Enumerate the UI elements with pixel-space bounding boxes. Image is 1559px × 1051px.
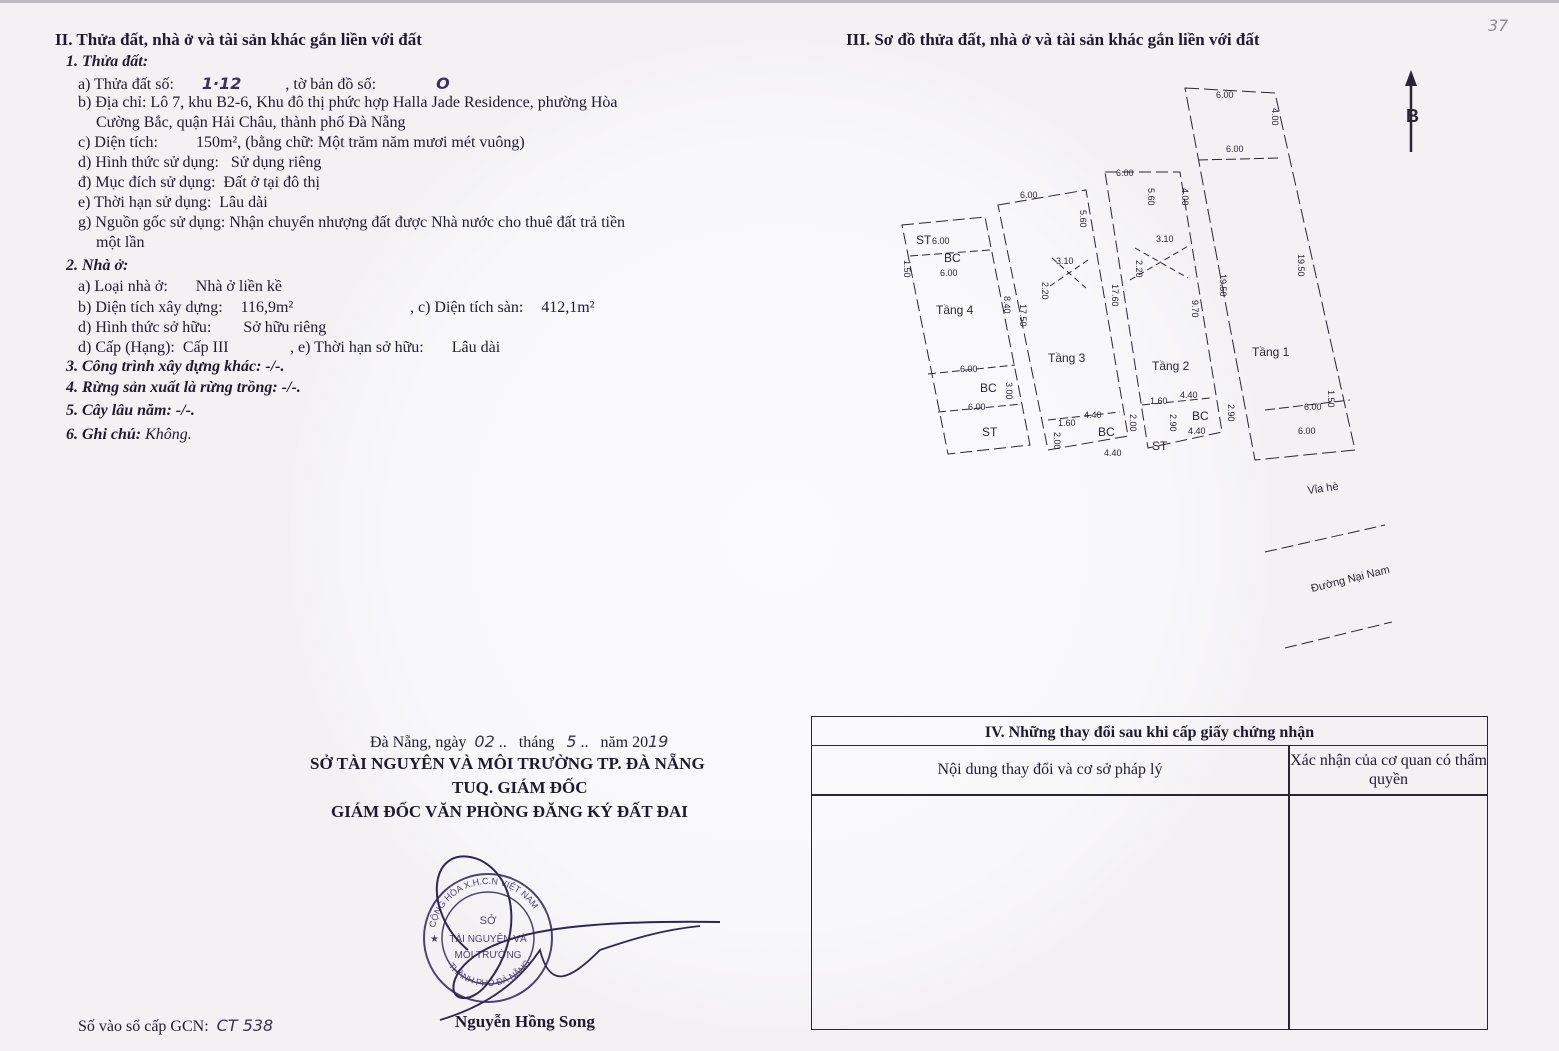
seal-center-line-3: MÔI TRƯỜNG (454, 950, 522, 961)
dim-floor4-inner-depth: 8.40 (1002, 296, 1012, 314)
header-divider (812, 794, 1487, 796)
area-value: 150m², (bằng chữ: Một trăm năm mươi mét vuông) (195, 134, 525, 151)
dim-floor3-top-depth: 5.60 (1078, 210, 1088, 228)
dim-floor2-width: 6.00 (1116, 168, 1134, 178)
notes-label: 6. Ghi chú: (66, 426, 142, 443)
dim-floor2-depth: 9.70 (1190, 300, 1200, 318)
dim-floor1-left-depth: 4.00 (1180, 188, 1190, 206)
land-use-purpose-label: đ) Mục đích sử dụng: (78, 174, 216, 191)
north-label: B (1406, 106, 1419, 126)
dim-floor2-side-depth: 2.90 (1226, 404, 1236, 422)
land-use-form-label: d) Hình thức sử dụng: (78, 154, 219, 171)
gcn-registry-label: Số vào sổ cấp GCN: (78, 1018, 209, 1035)
seal-outer-text: CỘNG HÒA X.H.C.N VIỆT NAM (427, 875, 541, 929)
room-bc-floor4-bottom: BC (980, 381, 997, 395)
dim-floor1-front-depth: 1.50 (1326, 390, 1336, 408)
signer-name: Nguyễn Hồng Song (455, 1012, 595, 1031)
dim-floor2-top-depth: 5.60 (1146, 188, 1156, 206)
notes-value: Không. (145, 426, 192, 443)
dim-floor3-width: 6.00 (1020, 190, 1038, 200)
land-origin-line-2: một lần (96, 234, 145, 251)
date-year-label: năm 20 (600, 734, 649, 751)
authorization-title: TUQ. GIÁM ĐỐC (452, 778, 588, 797)
floor-3-label: Tầng 3 (1048, 351, 1086, 365)
land-origin-line-1: g) Nguồn gốc sử dụng: Nhận chuyển nhượng đất được Nhà nước cho thuê đất trả tiền (78, 214, 626, 231)
floor-area-row (410, 299, 595, 317)
date-month-label: tháng (518, 734, 555, 751)
dim-floor3-bc-width: 4.40 (1084, 410, 1102, 420)
seal-bottom-text: THÀNH PHỐ ĐÀ NẴNG (446, 957, 533, 989)
floor-1-label: Tầng 1 (1252, 345, 1290, 359)
room-bc-floor3: BC (1098, 425, 1115, 439)
dim-floor1-depth-a: 19.50 (1218, 274, 1228, 297)
dim-floor2-bc-depth: 2.90 (1168, 414, 1178, 432)
room-st-floor4-top: ST (916, 233, 932, 247)
ownership-form-row (78, 319, 326, 337)
dim-floor3-side-depth: 2.00 (1128, 414, 1138, 432)
road-name-label: Đường Nại Nam (1309, 563, 1391, 595)
dim-floor1-bottom-width: 6.00 (1304, 402, 1322, 412)
floor-plan-diagram (880, 60, 1440, 660)
house-type-row (78, 278, 282, 296)
ownership-term-row (290, 339, 500, 357)
house-grade-row (78, 339, 229, 357)
dim-floor4-top-depth: 1.50 (902, 260, 912, 278)
house-type-value: Nhà ở liền kề (195, 278, 282, 295)
ownership-term-value: Lâu dài (451, 339, 501, 356)
dim-floor2-bc-offset: 1.60 (1150, 396, 1168, 406)
issue-date: Đà Nẵng, ngày 02 .. tháng 5 .. năm 2019 (370, 732, 669, 751)
address-line-2: Cường Bắc, quận Hải Châu, thành phố Đà Nẵng (96, 114, 406, 131)
land-use-term-value: Lâu dài (219, 194, 268, 211)
dim-floor2-stair-width: 3.10 (1156, 234, 1174, 244)
floor-2-label: Tầng 2 (1152, 359, 1190, 373)
gcn-registry-value: CT 538 (216, 1016, 274, 1035)
floor-4-outline (902, 217, 1030, 454)
ownership-form-value: Sở hữu riêng (243, 319, 327, 336)
dim-floor1-top-width: 6.00 (1216, 90, 1234, 100)
dim-floor2-stair-depth: 2.20 (1134, 260, 1144, 278)
dim-floor1-right-depth: 4.00 (1270, 108, 1280, 126)
ownership-term-label: , e) Thời hạn sở hữu: (290, 339, 424, 356)
house-grade-label: d) Cấp (Hạng): (78, 339, 175, 356)
dim-floor4-top-width: 6.00 (932, 236, 950, 246)
section-2-title: II. Thửa đất, nhà ở và tài sản khác gắn liền với đất (55, 30, 422, 49)
area-label: c) Diện tích: (78, 134, 158, 151)
dim-floor1-depth-b: 19.50 (1296, 254, 1306, 277)
room-st-floor2: ST (1152, 439, 1168, 453)
land-use-purpose-value: Đất ở tại đô thị (223, 174, 320, 191)
seal-center-line-1: SỞ (479, 915, 497, 927)
floor-area-label: , c) Diện tích sàn: (410, 299, 524, 316)
changes-content-header: Nội dung thay đổi và cơ sở pháp lý (937, 761, 1163, 778)
sidewalk-label: Vỉa hè (1306, 480, 1340, 497)
dim-floor3-front-width: 4.40 (1104, 448, 1122, 458)
other-construction-item: 3. Công trình xây dựng khác: -/-. (66, 358, 285, 375)
land-use-form-row (78, 154, 321, 172)
construction-area-value: 116,9m² (240, 299, 294, 316)
dim-floor2-front-width: 4.40 (1188, 426, 1206, 436)
production-forest-item: 4. Rừng sản xuất là rừng trồng: -/-. (66, 379, 301, 396)
map-sheet-value: O (436, 74, 450, 93)
dim-floor3-bc-depth: 2.00 (1052, 432, 1062, 450)
house-grade-value: Cấp III (182, 339, 229, 356)
room-bc-floor2: BC (1192, 409, 1209, 423)
dim-floor4-st-width: 6.00 (968, 402, 986, 412)
paper-edge (0, 0, 1559, 3)
date-day: 02 (474, 732, 495, 751)
dim-floor4-inner-width: 6.00 (940, 268, 958, 278)
floor-area-value: 412,1m² (541, 299, 595, 316)
sidewalk-edge (1265, 525, 1385, 552)
construction-area-row (78, 299, 293, 317)
construction-area-label: b) Diện tích xây dựng: (78, 299, 223, 316)
section-3-title: III. Sơ đồ thửa đất, nhà ở và tài sản khác gắn liền với đất (846, 30, 1260, 49)
road-edge (1285, 622, 1392, 648)
date-prefix: Đà Nẵng, ngày (370, 734, 467, 751)
house-heading: 2. Nhà ở: (66, 257, 129, 274)
dim-floor3-bc-offset: 1.60 (1058, 418, 1076, 428)
land-use-term-label: e) Thời hạn sử dụng: (78, 194, 212, 211)
house-type-label: a) Loại nhà ở: (78, 278, 168, 295)
section-4-title: IV. Những thay đổi sau khi cấp giấy chứng nhận (812, 717, 1487, 746)
dim-floor2-bc-width: 4.40 (1180, 390, 1198, 400)
floor-3-outline (998, 190, 1128, 450)
dim-floor3-stair-depth: 2.20 (1040, 282, 1050, 300)
land-use-term-row (78, 194, 268, 212)
room-st-floor4-bottom: ST (982, 425, 998, 439)
dim-floor4-balcony-width: 6.00 (960, 364, 978, 374)
parcel-number-label: a) Thửa đất số: (78, 76, 174, 93)
notes-row (66, 426, 192, 444)
parcel-number-value: 1·12 (201, 74, 242, 93)
column-divider (1288, 746, 1290, 1029)
svg-text:★: ★ (430, 934, 439, 945)
director-title: GIÁM ĐỐC VĂN PHÒNG ĐĂNG KÝ ĐẤT ĐAI (331, 802, 688, 821)
issuing-organization: SỞ TÀI NGUYÊN VÀ MÔI TRƯỜNG TP. ĐÀ NẴNG (310, 754, 705, 773)
corner-page-mark: 37 (1488, 16, 1509, 35)
authority-confirmation-header: Xác nhận của cơ quan có thẩm quyền (1290, 752, 1487, 788)
area-row (78, 134, 525, 152)
dim-floor1-front-width: 6.00 (1298, 426, 1316, 436)
signature-scribble (400, 830, 740, 1040)
date-year: 19 (648, 732, 669, 751)
dim-floor3-depth: 17.60 (1110, 284, 1120, 307)
land-use-purpose-row (78, 174, 320, 192)
map-sheet-label: , tờ bản đồ số: (285, 76, 377, 93)
date-month: 5 (566, 732, 577, 751)
land-use-form-value: Sử dụng riêng (230, 154, 322, 171)
floor-4-label: Tầng 4 (936, 303, 974, 317)
gcn-registry-row (78, 1016, 273, 1036)
land-parcel-heading: 1. Thửa đất: (66, 53, 149, 70)
ownership-form-label: d) Hình thức sở hữu: (78, 319, 212, 336)
changes-table (811, 716, 1488, 1030)
address-line-1: b) Địa chỉ: Lô 7, khu B2-6, Khu đô thị phức hợp Halla Jade Residence, phường Hòa (78, 94, 618, 111)
dim-floor1-inner-width: 6.00 (1226, 144, 1244, 154)
dim-floor4-depth: 17.50 (1018, 304, 1028, 327)
dim-floor3-stair-width: 3.10 (1056, 256, 1074, 266)
room-bc-floor4-top: BC (944, 251, 961, 265)
perennial-trees-item: 5. Cây lâu năm: -/-. (66, 402, 195, 419)
dim-floor4-balcony-depth: 3.00 (1004, 382, 1014, 400)
parcel-number-row (78, 74, 450, 94)
seal-center-line-2: TÀI NGUYÊN VÀ (449, 934, 527, 945)
